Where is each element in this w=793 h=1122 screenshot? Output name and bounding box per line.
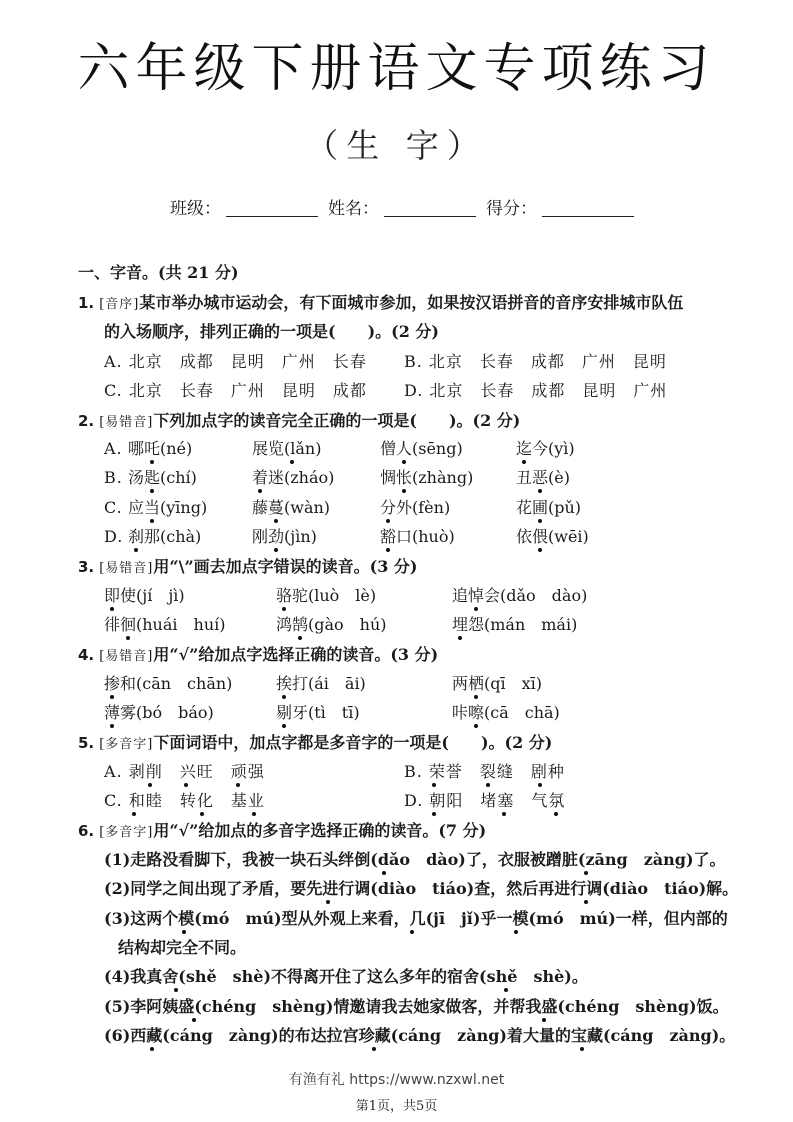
option-a[interactable]: A. 剥削 兴旺 顽强 — [104, 762, 265, 781]
option-a[interactable]: A. 北京 成都 昆明 广州 长春 — [104, 352, 367, 371]
option-c[interactable]: C. 北京 长春 广州 昆明 成都 — [104, 381, 367, 400]
question-tag: [易错音] — [99, 649, 154, 664]
question-text: 下面词语中，加点字都是多音字的一项是( )。(2 分) — [153, 733, 553, 752]
emphasis-dot — [474, 724, 478, 728]
emphasis-dot — [274, 519, 278, 523]
emphasis-dot — [148, 783, 152, 787]
emphasis-dot — [538, 548, 542, 552]
sentence-1[interactable]: (1)走路没看脚下，我被一块石头绊倒(dǎo dào)了，衣服被蹭脏(zāng zàng)了。 — [104, 850, 726, 869]
emphasis-dot — [326, 900, 330, 904]
option-b[interactable]: B. 荣誉 裂缝 剧种 — [404, 762, 565, 781]
question-1-line2: 的入场顺序，排列正确的一项是( )。(2 分) — [104, 322, 439, 341]
emphasis-dot — [134, 548, 138, 552]
option-b[interactable]: B. 北京 长春 成都 广州 昆明 — [404, 352, 667, 371]
emphasis-dot — [290, 460, 294, 464]
option-label-c[interactable]: C. — [104, 498, 123, 517]
word-item: 丑恶(è) — [516, 468, 570, 487]
word-item: 展览(lǎn) — [252, 439, 322, 458]
score-label: 得分： — [486, 199, 537, 219]
class-label: 班级： — [170, 199, 221, 219]
emphasis-dot — [274, 548, 278, 552]
sentence-3[interactable]: (3)这两个模(mó mú)型从外观上来看，几(jī jǐ)乎一模(mó mú)一样，但内部的 — [104, 909, 728, 928]
emphasis-dot — [258, 489, 262, 493]
emphasis-dot — [150, 460, 154, 464]
word-item[interactable]: 掺和(cān chān) — [104, 674, 233, 693]
word-item[interactable]: 薄雾(bó báo) — [104, 703, 214, 722]
emphasis-dot — [458, 636, 462, 640]
name-label: 姓名： — [328, 199, 379, 219]
option-d[interactable]: D. 北京 长春 成都 昆明 广州 — [404, 381, 668, 400]
emphasis-dot — [298, 636, 302, 640]
option-label-d[interactable]: D. — [104, 527, 124, 546]
emphasis-dot — [502, 812, 506, 816]
emphasis-dot — [584, 871, 588, 875]
emphasis-dot — [386, 548, 390, 552]
emphasis-dot — [182, 930, 186, 934]
emphasis-dot — [386, 519, 390, 523]
emphasis-dot — [282, 724, 286, 728]
emphasis-dot — [126, 636, 130, 640]
question-number: 3. — [78, 558, 95, 576]
emphasis-dot — [514, 930, 518, 934]
watermark-text: 有渔有礼 https://www.nzxwl.net — [288, 1072, 505, 1088]
word-item: 依偎(wēi) — [516, 527, 589, 546]
question-tag: [多音字] — [99, 825, 154, 840]
word-item[interactable]: 剔牙(tì tī) — [276, 703, 360, 722]
question-6 — [78, 820, 486, 844]
emphasis-dot — [372, 1047, 376, 1051]
emphasis-dot — [522, 460, 526, 464]
word-item: 应当(yīng) — [128, 498, 208, 517]
emphasis-dot — [542, 1018, 546, 1022]
question-number: 4. — [78, 646, 95, 664]
emphasis-dot — [580, 1047, 584, 1051]
page-number: 第1页，共5页 — [355, 1099, 438, 1114]
word-item[interactable]: 埋怨(mán mái) — [452, 615, 578, 634]
emphasis-dot — [382, 871, 386, 875]
question-1 — [78, 292, 683, 316]
word-item[interactable]: 咔嚓(cā chā) — [452, 703, 560, 722]
word-item: 汤匙(chí) — [128, 468, 197, 487]
word-item[interactable]: 挨打(ái āi) — [276, 674, 366, 693]
question-text: 下列加点字的读音完全正确的一项是( )。(2 分) — [153, 411, 521, 430]
emphasis-dot — [110, 724, 114, 728]
option-d[interactable]: D. 朝阳 堵塞 气氛 — [404, 791, 566, 810]
question-number: 5. — [78, 734, 95, 752]
word-item: 藤蔓(wàn) — [252, 498, 331, 517]
emphasis-dot — [474, 607, 478, 611]
emphasis-dot — [474, 695, 478, 699]
word-item[interactable]: 徘徊(huái huí) — [104, 615, 226, 634]
word-item[interactable]: 骆驼(luò lè) — [276, 586, 377, 605]
emphasis-dot — [432, 812, 436, 816]
question-tag: [易错音] — [99, 561, 154, 576]
question-text: 用“√”给加点字选择正确的读音。(3 分) — [153, 645, 439, 664]
class-blank[interactable] — [226, 216, 318, 217]
word-item: 刚劲(jìn) — [252, 527, 317, 546]
question-text: 用“\”画去加点字错误的读音。(3 分) — [153, 557, 418, 576]
emphasis-dot — [174, 988, 178, 992]
emphasis-dot — [486, 783, 490, 787]
word-item: 着迷(zháo) — [252, 468, 335, 487]
question-4 — [78, 644, 438, 668]
word-item: 分外(fèn) — [380, 498, 451, 517]
emphasis-dot — [252, 812, 256, 816]
question-tag: [音序] — [99, 297, 140, 312]
emphasis-dot — [410, 930, 414, 934]
word-item[interactable]: 即使(jí jì) — [104, 586, 185, 605]
page-subtitle: （生 字） — [305, 126, 488, 165]
emphasis-dot — [150, 489, 154, 493]
emphasis-dot — [110, 695, 114, 699]
option-label-b[interactable]: B. — [104, 468, 123, 487]
word-item: 惆怅(zhàng) — [380, 468, 474, 487]
question-3 — [78, 556, 418, 580]
emphasis-dot — [282, 695, 286, 699]
emphasis-dot — [200, 812, 204, 816]
question-text: 用“√”给加点的多音字选择正确的读音。(7 分) — [153, 821, 487, 840]
emphasis-dot — [184, 783, 188, 787]
sentence-2[interactable]: (2)同学之间出现了矛盾，要先进行调(diào tiáo)查，然后再进行调(diào tiáo)解。 — [104, 879, 739, 898]
emphasis-dot — [402, 460, 406, 464]
word-item: 刹那(chà) — [128, 527, 202, 546]
word-item[interactable]: 两栖(qī xī) — [452, 674, 542, 693]
name-blank[interactable] — [384, 216, 476, 217]
emphasis-dot — [402, 489, 406, 493]
emphasis-dot — [504, 988, 508, 992]
option-c[interactable]: C. 和睦 转化 基业 — [104, 791, 265, 810]
question-5 — [78, 732, 552, 756]
emphasis-dot — [538, 783, 542, 787]
sentence-4[interactable]: (4)我真舍(shě shè)不得离开住了这么多年的宿舍(shě shè)。 — [104, 967, 588, 986]
question-tag: [多音字] — [99, 737, 154, 752]
emphasis-dot — [432, 783, 436, 787]
word-item[interactable]: 鸿鹄(gào hú) — [276, 615, 387, 634]
word-item: 豁口(huò) — [380, 527, 455, 546]
sentence-6[interactable]: (6)西藏(cáng zàng)的布达拉宫珍藏(cáng zàng)着大量的宝藏(cáng zàng)。 — [104, 1026, 736, 1045]
word-item: 僧人(sēng) — [380, 439, 463, 458]
emphasis-dot — [554, 812, 558, 816]
page-title: 六年级下册语文专项练习 — [77, 39, 716, 99]
sentence-5[interactable]: (5)李阿姨盛(chéng shèng)情邀请我去她家做客，并帮我盛(chéng shèng)饭。 — [104, 997, 729, 1016]
word-item[interactable]: 追悼会(dǎo dào) — [452, 586, 588, 605]
question-number: 1. — [78, 294, 95, 312]
question-number: 2. — [78, 412, 95, 430]
word-item: 花圃(pǔ) — [516, 498, 582, 517]
option-label-a[interactable]: A. — [104, 439, 123, 458]
emphasis-dot — [538, 489, 542, 493]
question-tag: [易错音] — [99, 415, 154, 430]
section-heading: 一、字音。(共 21 分) — [78, 263, 239, 282]
question-2 — [78, 410, 520, 434]
emphasis-dot — [150, 1047, 154, 1051]
emphasis-dot — [192, 1018, 196, 1022]
emphasis-dot — [150, 519, 154, 523]
emphasis-dot — [282, 607, 286, 611]
word-item: 哪吒(né) — [128, 439, 193, 458]
word-item: 迄今(yì) — [516, 439, 575, 458]
emphasis-dot — [110, 607, 114, 611]
emphasis-dot — [538, 519, 542, 523]
emphasis-dot — [584, 900, 588, 904]
question-text: 某市举办城市运动会，有下面城市参加，如果按汉语拼音的音序安排城市队伍 — [139, 293, 684, 312]
question-number: 6. — [78, 822, 95, 840]
score-blank[interactable] — [542, 216, 634, 217]
emphasis-dot — [132, 812, 136, 816]
emphasis-dot — [236, 783, 240, 787]
sentence-3-cont: 结构却完全不同。 — [118, 938, 247, 957]
